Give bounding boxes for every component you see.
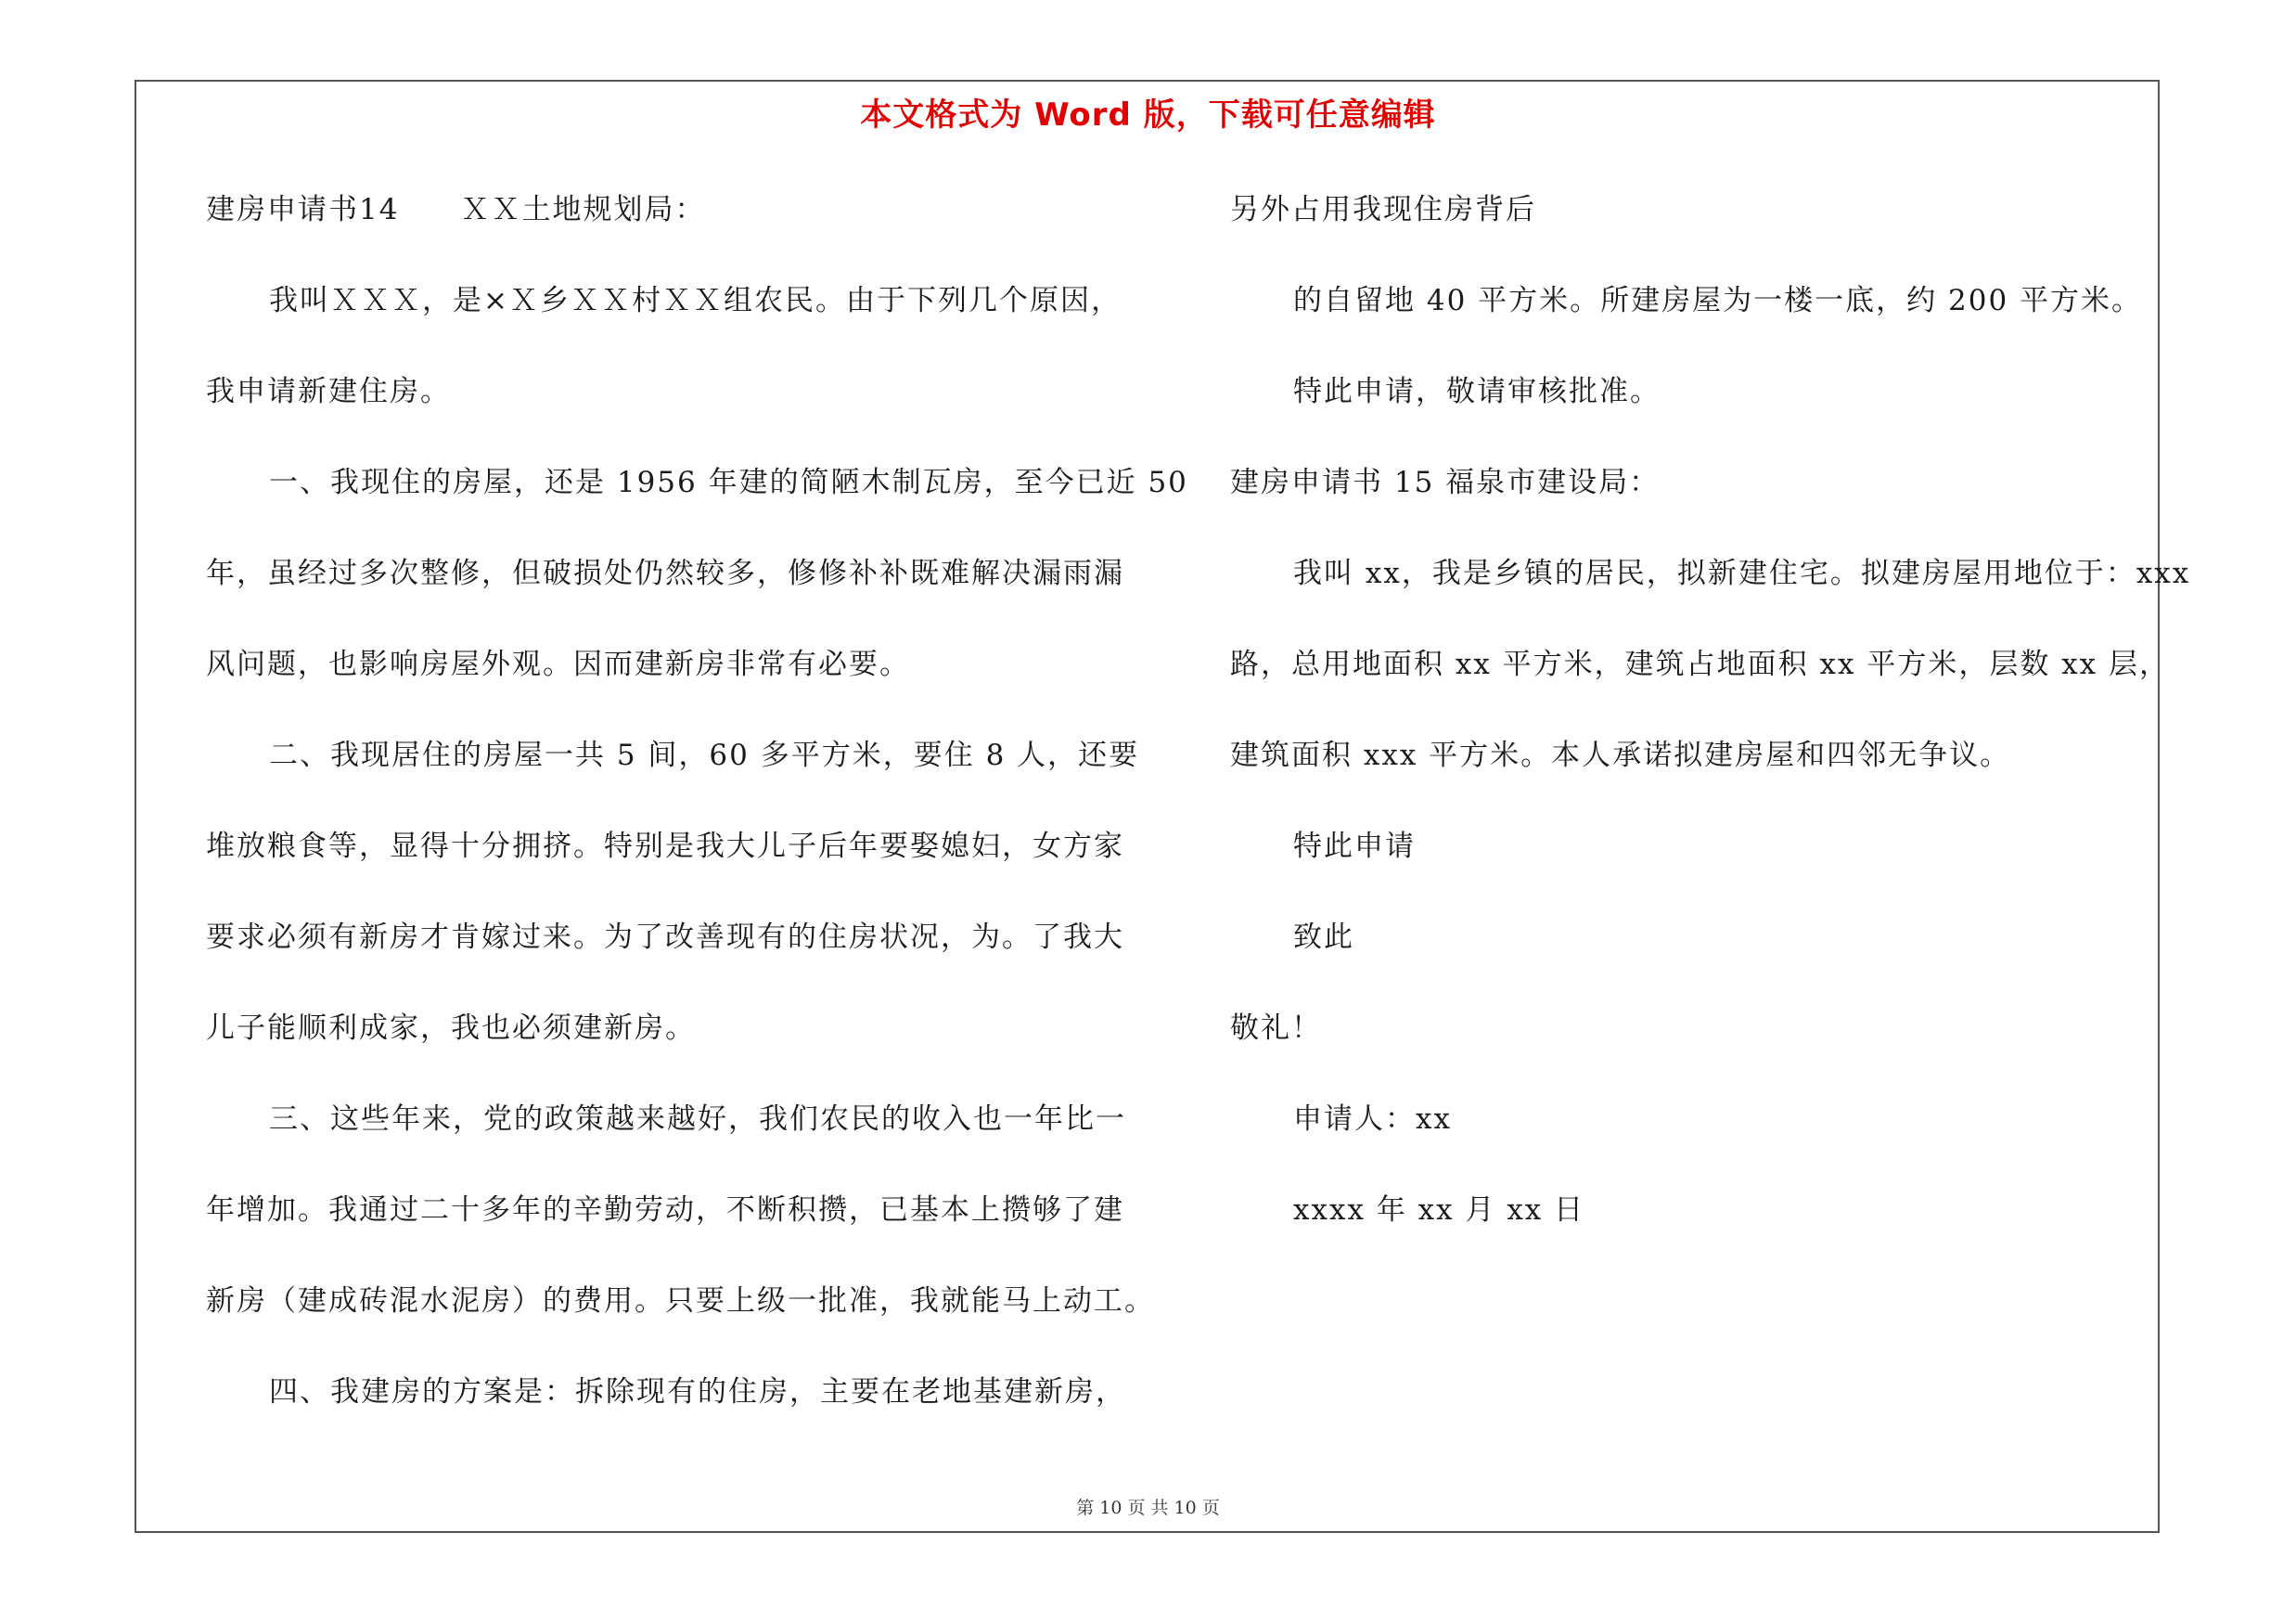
text-line: 三、这些年来，党的政策越来越好，我们农民的收入也一年比一 <box>269 1102 1126 1136</box>
text-line: 年，虽经过多次整修，但破损处仍然较多，修修补补既难解决漏雨漏 <box>206 557 1124 590</box>
text-line: 二、我现居住的房屋一共 5 间，60 多平方米，要住 8 人，还要 <box>269 739 1140 772</box>
text-line: 一、我现住的房屋，还是 1956 年建的简陋木制瓦房，至今已近 50 <box>269 466 1188 499</box>
text-line: 我申请新建住房。 <box>206 375 451 408</box>
right-column <box>1230 186 2191 1277</box>
document-banner: 本文格式为 Word 版，下载可任意编辑 <box>860 97 1436 134</box>
text-line: 堆放粮食等，显得十分拥挤。特别是我大儿子后年要娶媳妇，女方家 <box>206 830 1124 863</box>
text-line: 申请人：xx <box>1293 1102 1452 1136</box>
text-line: 另外占用我现住房背后 <box>1230 193 1536 226</box>
text-line: 儿子能顺利成家，我也必须建新房。 <box>206 1011 696 1045</box>
text-line: 敬礼！ <box>1230 1011 1322 1045</box>
text-line: 新房（建成砖混水泥房）的费用。只要上级一批准，我就能马上动工。 <box>206 1284 1155 1318</box>
text-line: 路，总用地面积 xx 平方米，建筑占地面积 xx 平方米，层数 xx 层， <box>1230 648 2171 681</box>
text-line: 我叫ＸＸＸ，是×Ｘ乡ＸＸ村ＸＸ组农民。由于下列几个原因， <box>269 284 1122 317</box>
text-line: 建房申请书 15 福泉市建设局： <box>1230 466 1661 499</box>
text-line: 我叫 xx，我是乡镇的居民，拟新建住宅。拟建房屋用地位于：xxx <box>1293 557 2191 590</box>
text-line: 特此申请，敬请审核批准。 <box>1293 375 1661 408</box>
text-line: 特此申请 <box>1293 830 1416 863</box>
text-line: 建房申请书14 ＸＸ土地规划局： <box>206 193 706 226</box>
text-line: xxxx 年 xx 月 xx 日 <box>1293 1193 1585 1227</box>
text-line: 年增加。我通过二十多年的辛勤劳动，不断积攒，已基本上攒够了建 <box>206 1193 1124 1227</box>
text-line: 四、我建房的方案是：拆除现有的住房，主要在老地基建新房， <box>269 1375 1126 1409</box>
text-line: 风问题，也影响房屋外观。因而建新房非常有必要。 <box>206 648 910 681</box>
text-line: 建筑面积 xxx 平方米。本人承诺拟建房屋和四邻无争议。 <box>1230 739 2011 772</box>
text-line: 致此 <box>1293 921 1354 954</box>
page-number: 第 10 页 共 10 页 <box>1076 1498 1220 1518</box>
text-line: 的自留地 40 平方米。所建房屋为一楼一底，约 200 平方米。 <box>1293 284 2143 317</box>
text-line: 要求必须有新房才肯嫁过来。为了改善现有的住房状况，为。了我大 <box>206 921 1124 954</box>
left-column <box>206 186 1188 1459</box>
